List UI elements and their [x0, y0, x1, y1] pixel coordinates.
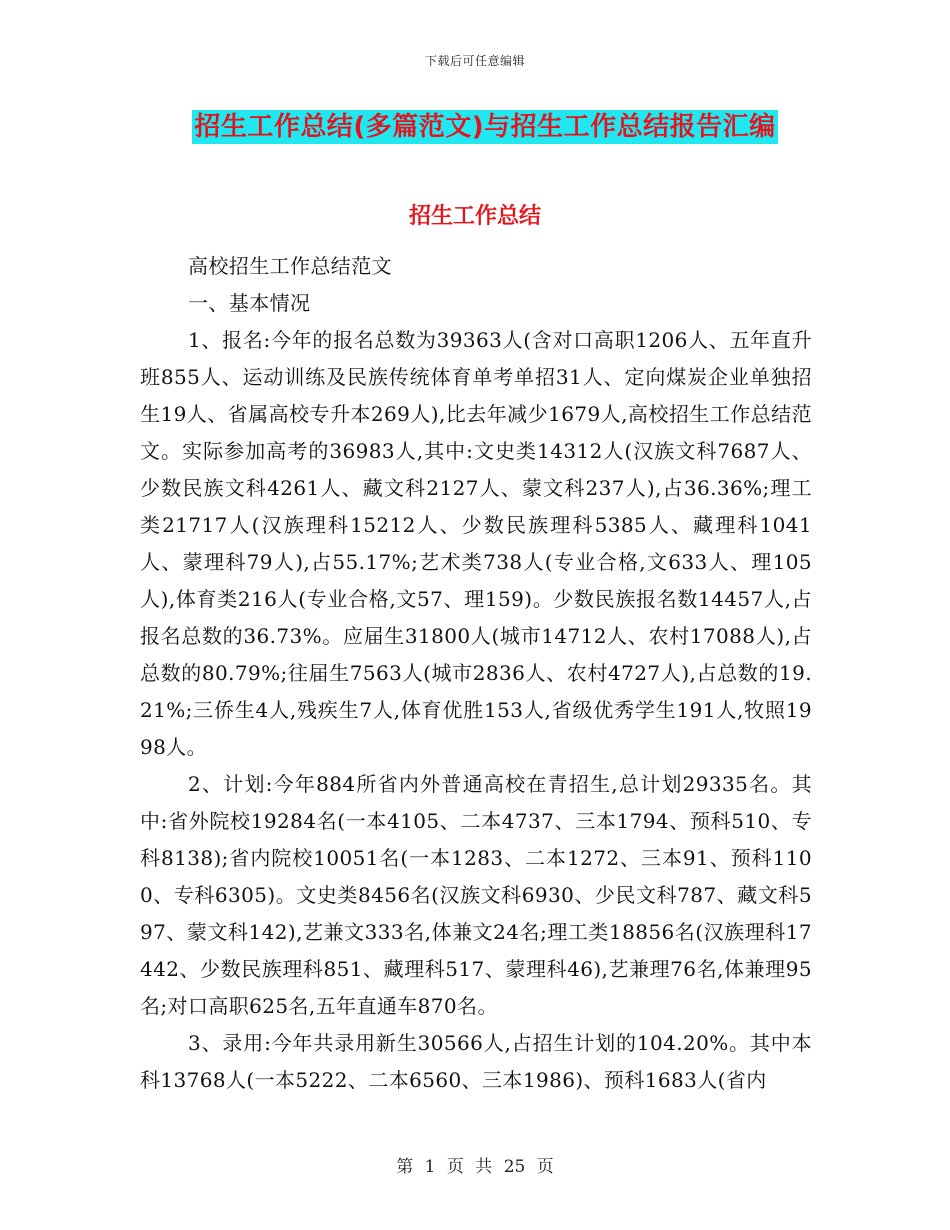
paragraph-registration: 1、报名:今年的报名总数为39363人(含对口高职1206人、五年直升班855人、运动训练及民族传统体育单考单招31人、定向煤炭企业单独招生19人、省属高校专升本269人),比去年减少1679人,高校招生工作总结范文。实际参加高考的36983人,其中:文史类14312人(汉族文科7687人、少数民族文科4261人、藏文科2127人、蒙文科237人),占36.36%;理工类21717人(汉族理科15212人、少数民族理科5385人、藏理科1041人、蒙理科79人),占55.17%;艺术类738人(专业合格,文633人、理105人),体育类216人(专业合格,文57、理159)。少数民族报名数14457人,占报名总数的36.73%。应届生31800人(城市14712人、农村17088人),占总数的80.79%;往届生7563人(城市2836人、农村4727人),占总数的19.21%;三侨生4人,残疾生7人,体育优胜153人,省级优秀学生191人,牧照1998人。: [140, 328, 812, 759]
paragraph-admission: 3、录用:今年共录用新生30566人,占招生计划的104.20%。其中本科13768人(一本5222、二本6560、三本1986)、预科1683人(省内: [140, 1031, 812, 1092]
document-body: [140, 248, 812, 1099]
document-main-title: 招生工作总结(多篇范文)与招生工作总结报告汇编: [194, 112, 776, 142]
paragraph-plan: 2、计划:今年884所省内外普通高校在青招生,总计划29335名。其中:省外院校19284名(一本4105、二本4737、三本1794、预科510、专科8138);省内院校10051名(一本1283、二本1272、三本91、预科1100、专科6305)。文史类8456名(汉族文科6930、少民文科787、藏文科597、蒙文科142),艺兼文333名,体兼文24名;理工类18856名(汉族理科17442、少数民族理科851、藏理科517、蒙理科46),艺兼理76名,体兼理95名;对口高职625名,五年直通车870名。: [140, 772, 812, 1018]
page-header-note: 下载后可任意编辑: [424, 54, 525, 68]
section-title: 招生工作总结: [408, 204, 541, 229]
paragraph-subtitle: 高校招生工作总结范文: [188, 254, 392, 278]
page-number-footer: 第 1 页 共 25 页: [396, 1157, 554, 1177]
paragraph-heading-basic: 一、基本情况: [188, 291, 311, 315]
main-title-container: [0, 110, 950, 144]
